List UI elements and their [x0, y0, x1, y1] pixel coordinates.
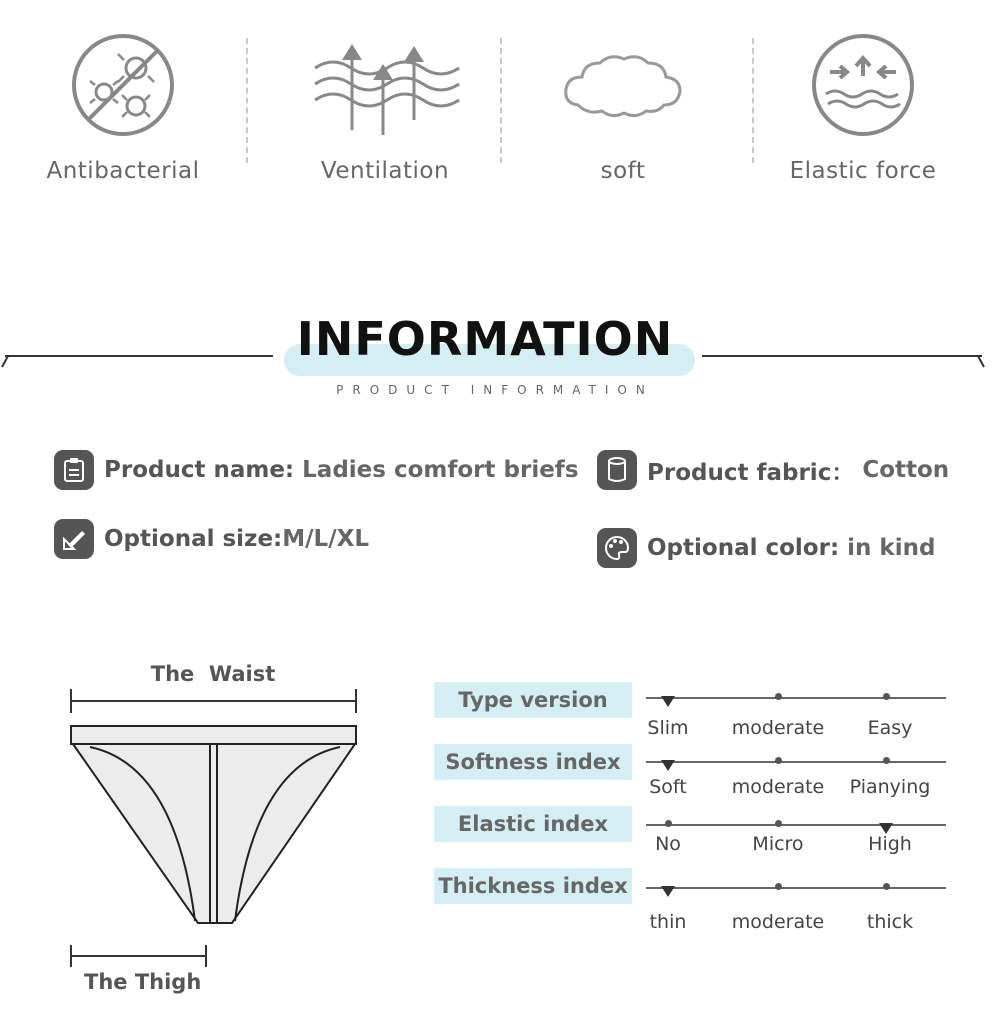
cloud-icon — [558, 30, 688, 140]
scale-option-label: High — [868, 833, 912, 855]
index-scale-line — [646, 761, 946, 763]
optional-size-value: M/L/XL — [282, 526, 369, 552]
selected-marker-icon — [661, 696, 675, 707]
elastic-icon — [808, 30, 918, 140]
information-subtitle: PRODUCT INFORMATION — [336, 383, 654, 397]
airflow-icon — [310, 30, 460, 140]
ruler-pencil-icon — [54, 519, 94, 559]
scale-option-label: moderate — [731, 717, 825, 739]
scale-dot — [883, 883, 890, 890]
scale-option-label: Micro — [752, 833, 804, 855]
feature-label: Antibacterial — [46, 158, 200, 184]
product-fabric-label: Product fabric： — [647, 459, 855, 486]
divider — [246, 38, 248, 163]
scale-option-label: Pianying — [849, 776, 931, 798]
clipboard-icon — [54, 450, 94, 490]
waist-label: The Waist — [150, 662, 276, 686]
product-fabric-value: Cotton — [854, 457, 950, 483]
optional-size-row — [54, 519, 369, 559]
optional-size-label: Optional size: — [104, 526, 283, 552]
product-name-label: Product name: — [104, 457, 295, 483]
scale-dot — [665, 820, 672, 827]
fabric-roll-icon — [597, 450, 637, 490]
optional-color-value: in kind — [839, 535, 936, 561]
optional-color-label: Optional color: — [647, 535, 840, 561]
scale-option-label: Easy — [867, 717, 913, 739]
scale-dot — [775, 820, 782, 827]
selected-marker-icon — [661, 886, 675, 897]
briefs-diagram — [60, 685, 370, 975]
index-scale-line — [646, 824, 946, 826]
scale-dot — [883, 693, 890, 700]
product-name-value: Ladies comfort briefs — [294, 457, 579, 483]
scale-dot — [775, 693, 782, 700]
index-scale-line — [646, 887, 946, 889]
palette-icon — [597, 528, 637, 568]
feature-label: soft — [600, 158, 646, 184]
index-scale-line — [646, 697, 946, 699]
no-bacteria-icon — [68, 30, 178, 140]
divider — [500, 38, 502, 163]
feature-antibacterial — [8, 30, 238, 200]
index-label: Softness index — [434, 744, 632, 780]
feature-ventilation — [270, 30, 500, 200]
feature-elastic — [748, 30, 978, 200]
scale-option-label: moderate — [731, 911, 825, 933]
product-fabric-row — [597, 450, 949, 490]
scale-option-label: Soft — [649, 776, 687, 798]
index-label: Thickness index — [434, 868, 632, 904]
scale-dot — [775, 883, 782, 890]
scale-option-label: thin — [649, 911, 687, 933]
information-title: INFORMATION — [296, 312, 674, 366]
feature-soft — [508, 30, 738, 200]
thigh-label: The Thigh — [84, 970, 202, 994]
product-name-row — [54, 450, 579, 490]
optional-color-row — [597, 528, 935, 568]
scale-option-label: Slim — [647, 717, 689, 739]
scale-option-label: No — [655, 833, 681, 855]
index-label: Elastic index — [434, 806, 632, 842]
header-rule-right-end — [976, 355, 986, 369]
selected-marker-icon — [661, 760, 675, 771]
feature-label: Ventilation — [320, 158, 450, 184]
index-label: Type version — [434, 682, 632, 718]
scale-option-label: moderate — [731, 776, 825, 798]
scale-option-label: thick — [866, 911, 914, 933]
feature-label: Elastic force — [789, 158, 937, 184]
scale-dot — [883, 757, 890, 764]
scale-dot — [775, 757, 782, 764]
